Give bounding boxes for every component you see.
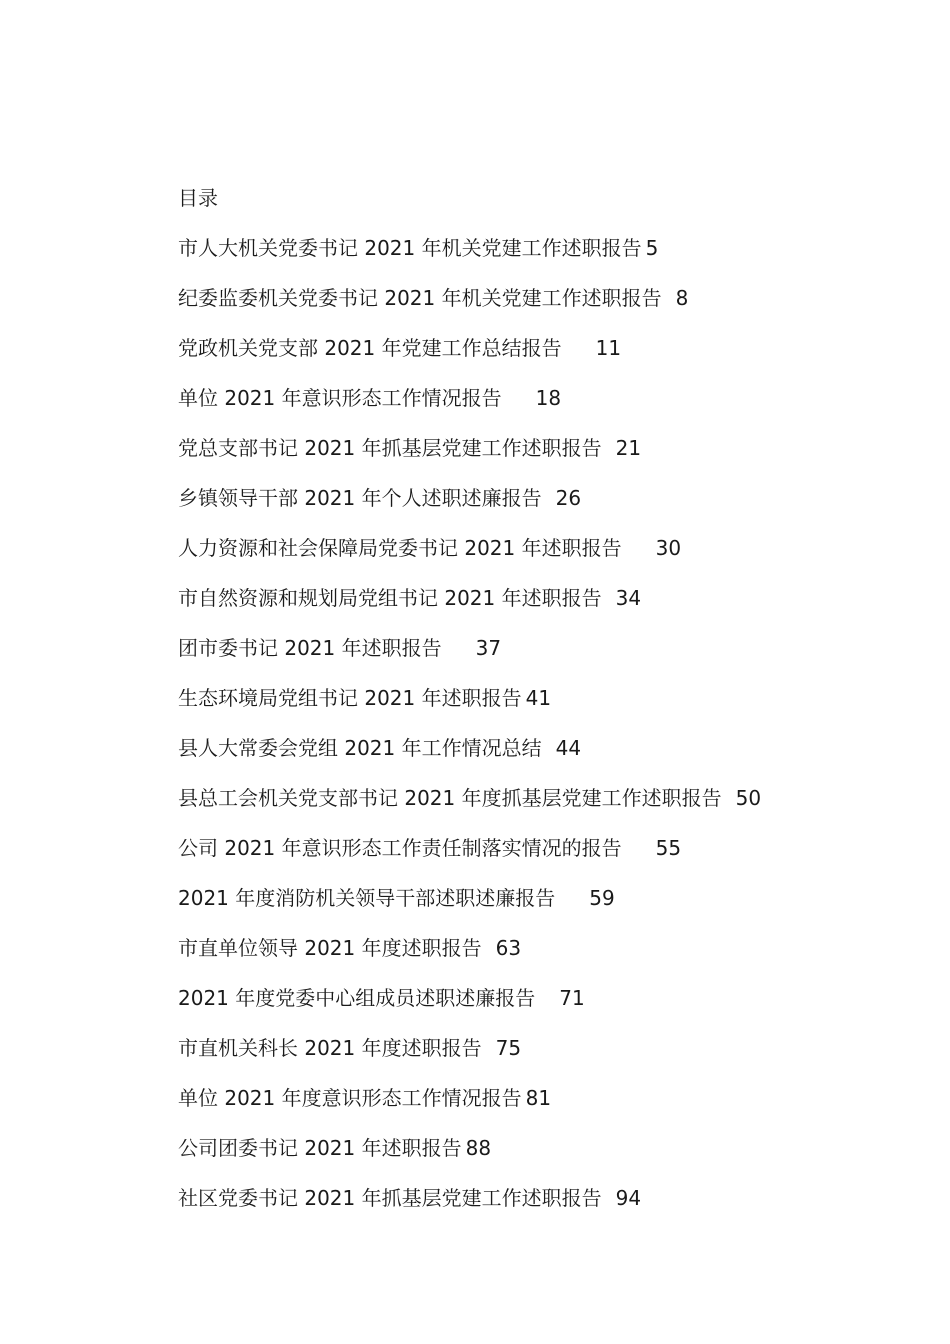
toc-entry-page-number: 59 [589,886,615,910]
toc-entry-title: 纪委监委机关党委书记 2021 年机关党建工作述职报告 [178,286,662,310]
toc-entry[interactable] [178,583,878,633]
toc-entry[interactable] [178,1033,878,1083]
toc-entry-title: 乡镇领导干部 2021 年个人述职述廉报告 [178,486,542,510]
toc-entry[interactable] [178,1183,878,1233]
toc-entry-page-number: 75 [495,1036,522,1060]
toc-entry-title: 单位 2021 年意识形态工作情况报告 [178,386,502,410]
toc-entry[interactable] [178,433,878,483]
toc-entry-title: 公司 2021 年意识形态工作责任制落实情况的报告 [178,836,622,860]
toc-entry[interactable] [178,483,878,533]
toc-entry[interactable] [178,833,878,883]
toc-entry-page-number: 71 [559,986,585,1010]
toc-entry-page-number: 30 [655,536,682,560]
toc-entry-page-number: 63 [495,936,522,960]
toc-entry-page-number: 5 [645,236,659,260]
toc-entry-page-number: 37 [475,636,502,660]
toc-entry-page-number: 41 [525,686,552,710]
toc-entry-title: 县人大常委会党组 2021 年工作情况总结 [178,736,542,760]
toc-entry[interactable] [178,283,878,333]
toc-heading: 目录 [178,186,218,210]
toc-entry[interactable] [178,683,878,733]
toc-entry[interactable] [178,533,878,583]
toc-entry-page-number: 18 [535,386,562,410]
toc-entry-title: 县总工会机关党支部书记 2021 年度抓基层党建工作述职报告 [178,786,722,810]
toc-entry[interactable] [178,233,878,283]
toc-entry[interactable] [178,1133,878,1183]
toc-entry-page-number: 81 [525,1086,552,1110]
toc-entry-page-number: 26 [555,486,582,510]
toc-entry[interactable] [178,333,878,383]
toc-entry[interactable] [178,933,878,983]
toc-entry-title: 市人大机关党委书记 2021 年机关党建工作述职报告 [178,236,642,260]
toc-entry-title: 市直单位领导 2021 年度述职报告 [178,936,482,960]
toc-entry-page-number: 94 [615,1186,642,1210]
toc-entry-title: 生态环境局党组书记 2021 年述职报告 [178,686,522,710]
toc-entry-title: 人力资源和社会保障局党委书记 2021 年述职报告 [178,536,622,560]
toc-entry-page-number: 44 [555,736,582,760]
toc-entry-page-number: 88 [465,1136,492,1160]
toc-entry-title: 市自然资源和规划局党组书记 2021 年述职报告 [178,586,602,610]
toc-entry[interactable] [178,783,878,833]
toc-entry[interactable] [178,733,878,783]
toc-entry-title: 党政机关党支部 2021 年党建工作总结报告 [178,336,562,360]
toc-entry[interactable] [178,383,878,433]
toc-entry[interactable] [178,983,878,1033]
toc-entry-title: 2021 年度消防机关领导干部述职述廉报告 [178,886,556,910]
toc-entry-page-number: 34 [615,586,642,610]
toc-entry[interactable] [178,633,878,683]
toc-entry-page-number: 8 [675,286,689,310]
toc-entry-page-number: 11 [595,336,622,360]
toc-entry-title: 单位 2021 年度意识形态工作情况报告 [178,1086,522,1110]
toc-entry-page-number: 21 [615,436,642,460]
toc-entry-page-number: 50 [735,786,762,810]
toc-entry-title: 团市委书记 2021 年述职报告 [178,636,442,660]
toc-entry-page-number: 55 [655,836,682,860]
document-page [178,183,878,1233]
toc-entry[interactable] [178,1083,878,1133]
toc-entry-title: 2021 年度党委中心组成员述职述廉报告 [178,986,536,1010]
toc-entry-title: 党总支部书记 2021 年抓基层党建工作述职报告 [178,436,602,460]
toc-entry-title: 公司团委书记 2021 年述职报告 [178,1136,462,1160]
toc-entry[interactable] [178,883,878,933]
toc-list [178,233,878,1233]
toc-entry-title: 市直机关科长 2021 年度述职报告 [178,1036,482,1060]
toc-entry-title: 社区党委书记 2021 年抓基层党建工作述职报告 [178,1186,602,1210]
